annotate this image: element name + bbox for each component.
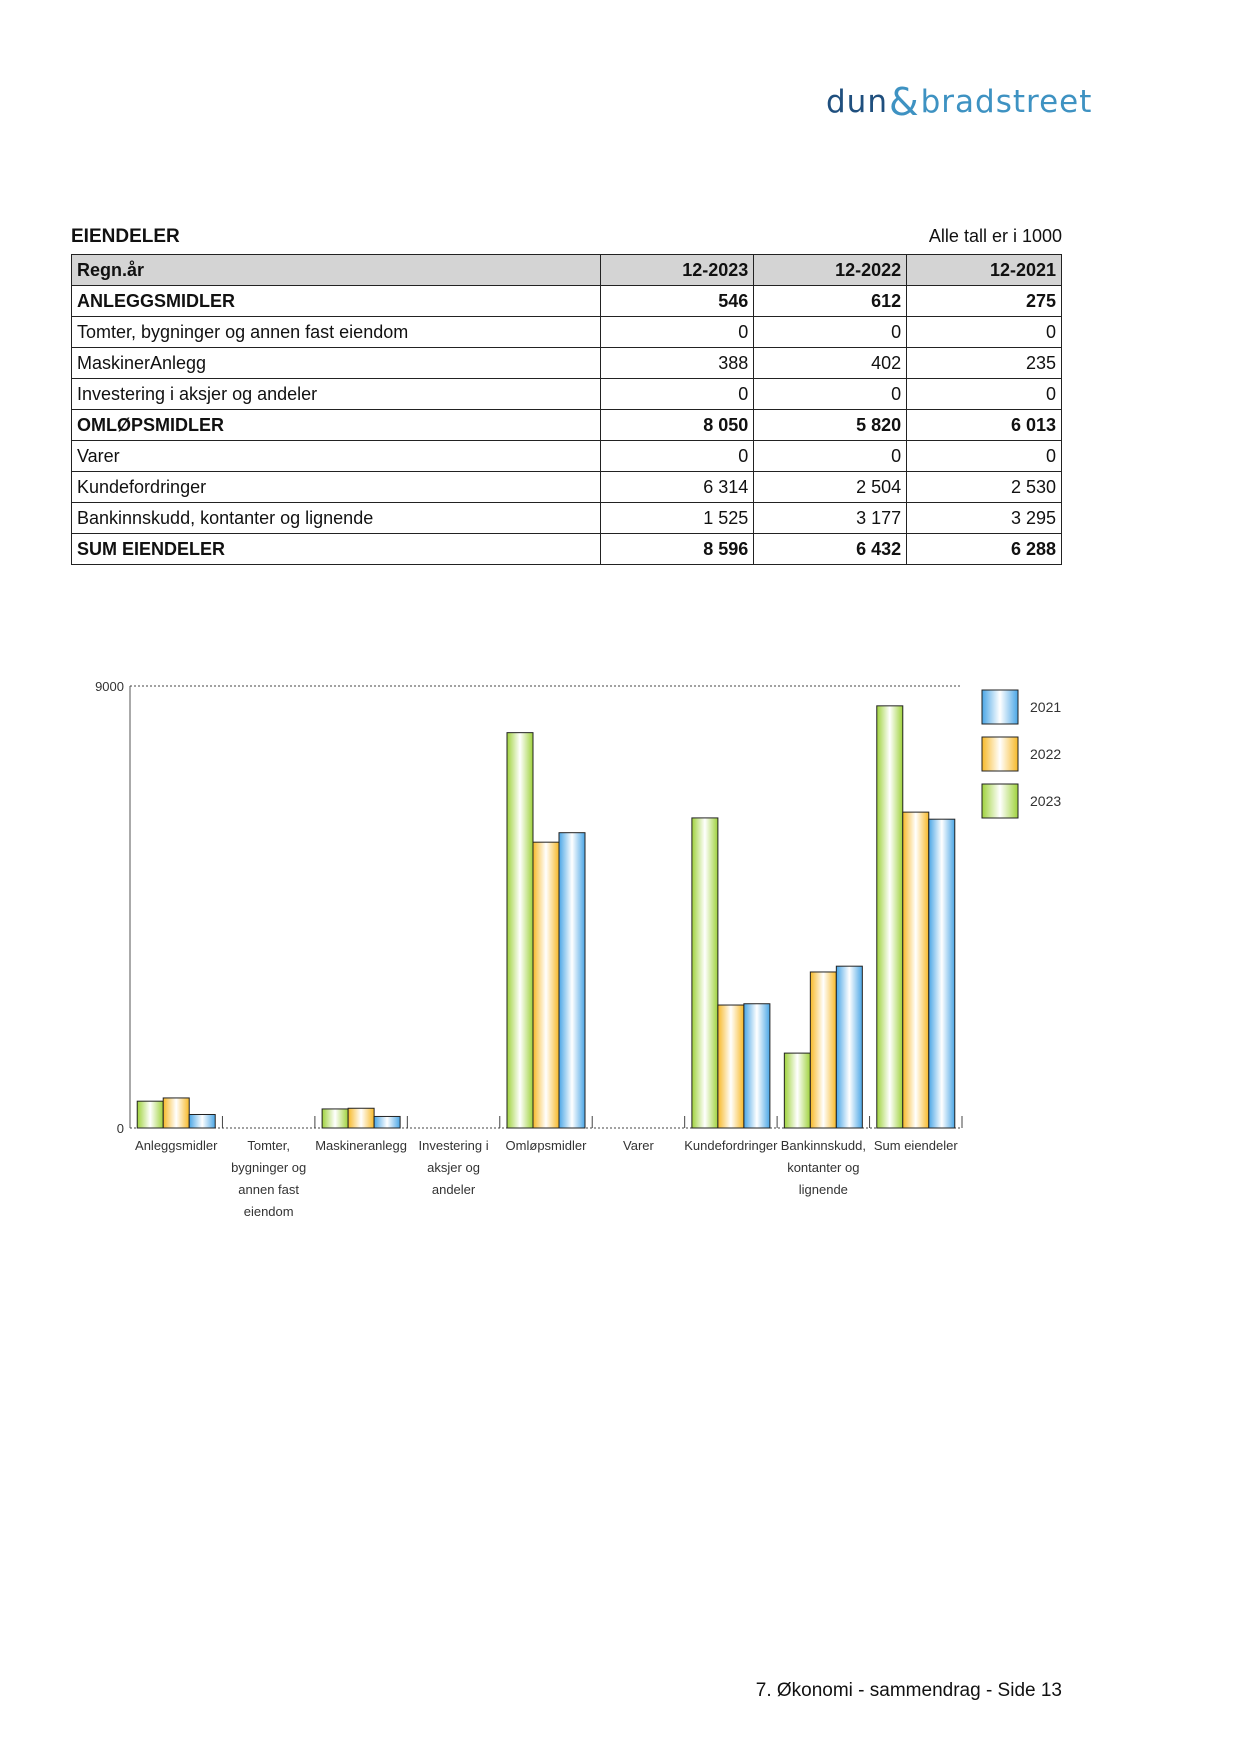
row-label: Kundefordringer	[72, 472, 601, 503]
y-tick-label: 9000	[95, 679, 124, 694]
x-tick-label: Tomter,	[247, 1138, 290, 1153]
legend-label: 2022	[1030, 746, 1062, 762]
x-tick-label: annen fast	[238, 1182, 300, 1197]
bar-2022	[903, 812, 929, 1128]
bar-2021	[374, 1116, 400, 1128]
legend-label: 2021	[1030, 699, 1062, 715]
bar-2023	[322, 1109, 348, 1128]
row-label: MaskinerAnlegg	[72, 348, 601, 379]
bar-2023	[507, 733, 533, 1128]
x-tick-label: Omløpsmidler	[505, 1138, 587, 1153]
logo-text-bradstreet: bradstreet	[920, 84, 1093, 120]
row-value: 612	[754, 286, 907, 317]
row-value: 3 295	[907, 503, 1062, 534]
x-tick-label: Sum eiendeler	[873, 1138, 958, 1153]
x-tick-label: andeler	[431, 1182, 476, 1197]
row-label: OMLØPSMIDLER	[72, 410, 601, 441]
header-label: Regn.år	[72, 255, 601, 286]
row-value: 402	[754, 348, 907, 379]
row-value: 0	[601, 379, 754, 410]
row-value: 0	[754, 317, 907, 348]
row-label: Varer	[72, 441, 601, 472]
row-value: 235	[907, 348, 1062, 379]
header-2023: 12-2023	[601, 255, 754, 286]
legend-swatch-2022	[982, 737, 1018, 771]
units-note: Alle tall er i 1000	[928, 226, 1062, 246]
logo-text-dun: dun	[826, 84, 888, 120]
bar-2022	[533, 842, 559, 1128]
row-label: SUM EIENDELER	[72, 534, 601, 565]
header-2021: 12-2021	[907, 255, 1062, 286]
row-value: 0	[907, 317, 1062, 348]
bar-2022	[810, 972, 836, 1128]
row-label: ANLEGGSMIDLER	[72, 286, 601, 317]
row-value: 8 596	[601, 534, 754, 565]
row-value: 1 525	[601, 503, 754, 534]
row-value: 6 314	[601, 472, 754, 503]
row-value: 0	[754, 441, 907, 472]
row-value: 0	[907, 441, 1062, 472]
x-tick-label: eiendom	[243, 1204, 294, 1219]
row-value: 8 050	[601, 410, 754, 441]
bar-2021	[559, 833, 585, 1128]
header-2022: 12-2022	[754, 255, 907, 286]
row-label: Investering i aksjer og andeler	[72, 379, 601, 410]
bar-2023	[692, 818, 718, 1128]
bar-2023	[877, 706, 903, 1128]
y-tick-label: 0	[116, 1121, 124, 1136]
row-value: 0	[601, 441, 754, 472]
row-value: 388	[601, 348, 754, 379]
x-tick-label: Varer	[623, 1138, 654, 1153]
row-label: Bankinnskudd, kontanter og lignende	[72, 503, 601, 534]
x-tick-label: bygninger og	[231, 1160, 307, 1175]
x-tick-label: Investering i	[418, 1138, 489, 1153]
bar-2022	[348, 1108, 374, 1128]
row-label: Tomter, bygninger og annen fast eiendom	[72, 317, 601, 348]
bar-2021	[744, 1004, 770, 1128]
row-value: 0	[754, 379, 907, 410]
row-value: 546	[601, 286, 754, 317]
logo-ampersand: &	[888, 80, 920, 124]
row-value: 6 013	[907, 410, 1062, 441]
row-value: 0	[601, 317, 754, 348]
x-tick-label: lignende	[798, 1182, 848, 1197]
bar-2021	[929, 819, 955, 1128]
bar-2021	[836, 966, 862, 1128]
row-value: 2 504	[754, 472, 907, 503]
bar-2023	[137, 1101, 163, 1128]
x-tick-label: aksjer og	[427, 1160, 480, 1175]
row-value: 6 288	[907, 534, 1062, 565]
legend-label: 2023	[1030, 793, 1062, 809]
section-title: EIENDELER	[71, 226, 180, 247]
bar-2023	[784, 1053, 810, 1128]
x-tick-label: Bankinnskudd,	[780, 1138, 866, 1153]
bar-2022	[163, 1098, 189, 1128]
row-value: 3 177	[754, 503, 907, 534]
x-tick-label: Kundefordringer	[684, 1138, 778, 1153]
x-tick-label: Maskineranlegg	[315, 1138, 408, 1153]
x-tick-label: kontanter og	[787, 1160, 860, 1175]
page-footer: 7. Økonomi - sammendrag - Side 13	[755, 1680, 1062, 1701]
row-value: 6 432	[754, 534, 907, 565]
row-value: 0	[907, 379, 1062, 410]
x-tick-label: Anleggsmidler	[135, 1138, 218, 1153]
legend-swatch-2021	[982, 690, 1018, 724]
row-value: 5 820	[754, 410, 907, 441]
row-value: 275	[907, 286, 1062, 317]
bar-2021	[189, 1114, 215, 1128]
legend-swatch-2023	[982, 784, 1018, 818]
bar-2022	[718, 1005, 744, 1128]
row-value: 2 530	[907, 472, 1062, 503]
